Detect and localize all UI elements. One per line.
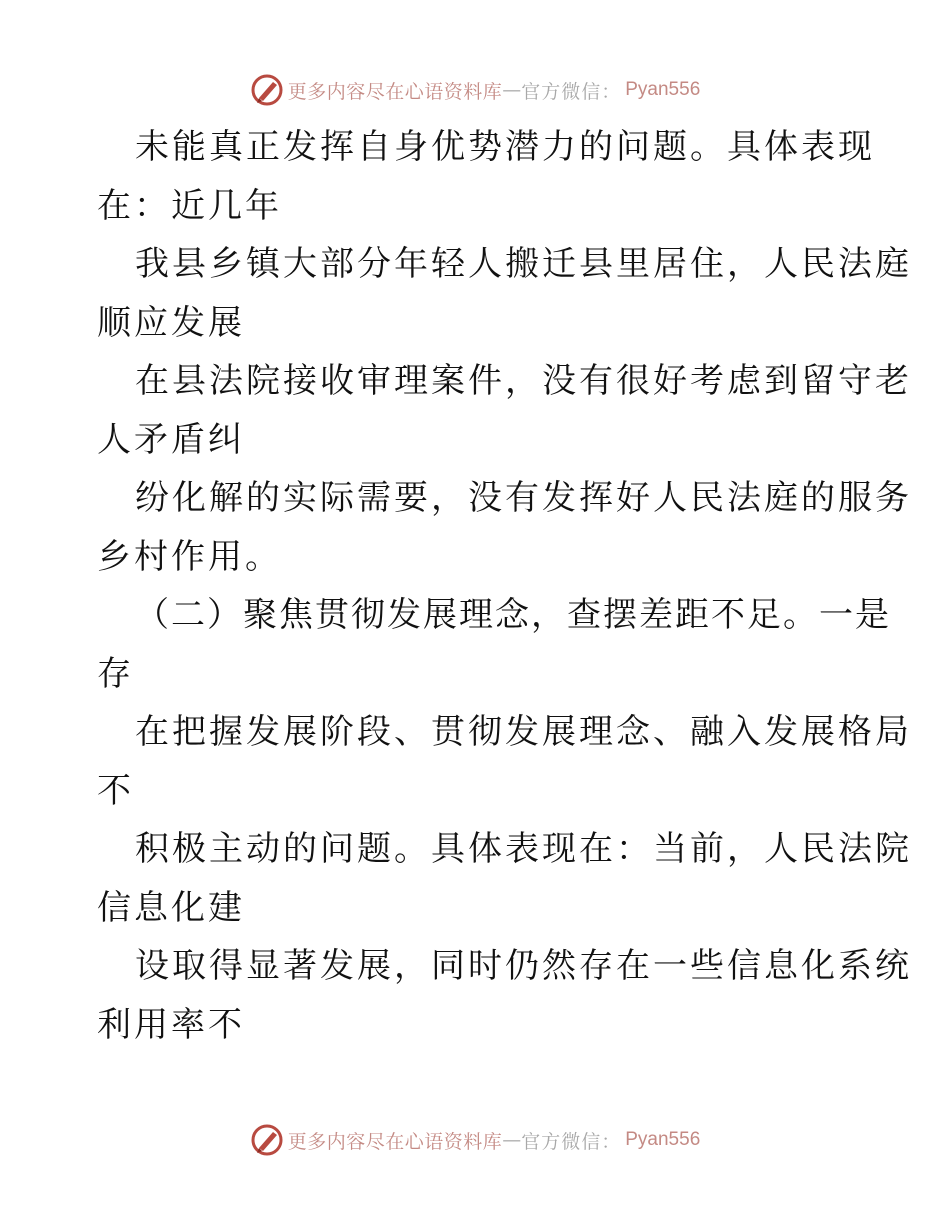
- text-line: 在县法院接收审理案件，没有很好考虑到留守老: [135, 361, 912, 401]
- text-line: 在：近几年: [97, 185, 282, 226]
- text-line: 不: [97, 770, 134, 811]
- text-line: 在把握发展阶段、贯彻发展理念、融入发展格局: [135, 712, 912, 752]
- text-line: 人矛盾纠: [97, 419, 245, 460]
- pen-logo-icon: [250, 1123, 284, 1157]
- pen-logo-icon: [250, 73, 284, 107]
- text-line: 设取得显著发展，同时仍然存在一些信息化系统: [135, 946, 912, 986]
- watermark-dash: —: [502, 79, 522, 101]
- watermark-sub-text: 官方微信：: [521, 1130, 622, 1153]
- document-body: [97, 118, 912, 1054]
- watermark-dash: —: [502, 1129, 522, 1151]
- text-line: 利用率不: [97, 1004, 245, 1045]
- watermark-id: Pyan556: [625, 1129, 701, 1150]
- text-line: （二）聚焦贯彻发展理念，查摆差距不足。一是: [135, 595, 891, 635]
- watermark-sub-text: 官方微信：: [521, 80, 622, 103]
- watermark-main-text: 更多内容尽在心语资料库: [287, 80, 503, 103]
- text-line: 信息化建: [97, 887, 245, 928]
- footer-watermark: [0, 1120, 950, 1160]
- text-line: 我县乡镇大部分年轻人搬迁县里居住，人民法庭: [135, 244, 912, 284]
- text-line: 积极主动的问题。具体表现在：当前，人民法院: [135, 829, 912, 869]
- text-line: 纷化解的实际需要，没有发挥好人民法庭的服务: [135, 478, 912, 518]
- header-watermark: [0, 70, 950, 110]
- text-line: 未能真正发挥自身优势潜力的问题。具体表现: [135, 127, 875, 167]
- watermark-id: Pyan556: [625, 79, 701, 100]
- text-line: 顺应发展: [97, 302, 245, 343]
- text-line: 乡村作用。: [97, 536, 282, 577]
- watermark-main-text: 更多内容尽在心语资料库: [287, 1130, 503, 1153]
- text-line: 存: [97, 653, 134, 694]
